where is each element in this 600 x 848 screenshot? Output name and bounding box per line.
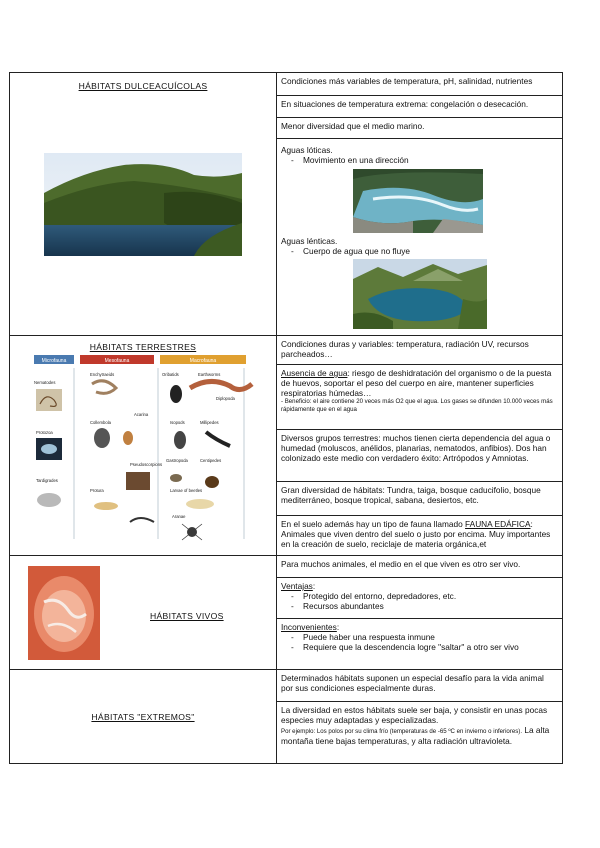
fig-label-diplopoda: Diplopoda <box>216 396 235 401</box>
lentic-item: - Cuerpo de agua que no fluye <box>281 246 410 256</box>
lake-photo-2 <box>353 259 487 329</box>
extreme-row-2-note: Por ejemplo: Los polos por su clima frío (temperaturas de -65 ºC en invierno o inferiores). <box>281 728 523 735</box>
extreme-cell <box>10 670 277 764</box>
freshwater-row-2: En situaciones de temperatura extrema: congelación o desecación. <box>277 96 563 118</box>
disadvantage-item: - Puede haber una respuesta inmune <box>281 632 558 642</box>
living-disadvantages: Inconvenientes: - Puede haber una respuesta inmune - Requiere que la descendencia logre "saltar" a otro ser vivo <box>277 619 563 670</box>
fig-label-earthworms: Earthworms <box>198 372 221 377</box>
terrestrial-row-1: Condiciones duras y variables: temperatura, radiación UV, recursos parcheados… <box>277 336 563 365</box>
living-row-1: Para muchos animales, el medio en el que viven es otro ser vivo. <box>277 556 563 578</box>
extreme-row-2-b: La alta montaña tiene bajas temperaturas, y alta radiación ultravioleta. <box>281 725 550 746</box>
disadvantages-title: Inconvenientes <box>281 622 337 632</box>
terrestrial-row-5 <box>277 516 563 556</box>
living-title: HÁBITATS VIVOS <box>150 611 224 621</box>
fig-label-protozoa: Protozoa <box>36 430 53 435</box>
fig-label-protura: Protura <box>90 488 104 493</box>
disadvantage-item: - Requiere que la descendencia logre "saltar" a otro ser vivo <box>281 642 558 652</box>
terrestrial-row-3: Diversos grupos terrestres: muchos tienen cierta dependencia del agua o humedad (moluscos, anélidos, planarias, nematodos, anfibios). Dos han colonizado este medio con verdadero éxito: Artrópodos y Amniotas. <box>277 430 563 482</box>
freshwater-title: HÁBITATS DULCEACUÍCOLAS <box>78 81 208 91</box>
advantages-title: Ventajas <box>281 581 313 591</box>
fig-label-nematodes: Nematodes <box>34 380 56 385</box>
terrestrial-row-2-note: - Beneficio: el aire contiene 20 veces más O2 que el agua. Los gases se difunden 10.000 veces más rápidamente que en el agua <box>281 398 553 413</box>
river-photo <box>353 169 483 233</box>
fig-label-acarina: Acarina <box>134 412 149 417</box>
lotic-item: - Movimiento en una dirección <box>281 155 558 165</box>
extreme-row-2 <box>277 702 563 764</box>
habitats-table <box>9 72 563 764</box>
living-advantages: Ventajas: - Protegido del entorno, depredadores, etc. - Recursos abundantes <box>277 578 563 619</box>
fig-label-oribatids: Oribatids <box>162 372 179 377</box>
fig-label-aranae: Aranae <box>172 514 186 519</box>
fig-label-isopods: Isopods <box>170 420 185 425</box>
lentic-title: Aguas lénticas. <box>281 236 338 246</box>
freshwater-row-3: Menor diversidad que el medio marino. <box>277 118 563 139</box>
freshwater-water-types <box>277 139 563 336</box>
terrestrial-absence-water: Ausencia de agua <box>281 368 348 378</box>
terrestrial-cell <box>10 336 277 556</box>
parasite-photo <box>28 566 100 660</box>
advantage-item: - Protegido del entorno, depredadores, etc. <box>281 591 558 601</box>
edaphic-fauna: FAUNA EDÁFICA <box>465 519 531 529</box>
living-cell <box>10 556 277 670</box>
extreme-row-2-text: La diversidad en estos hábitats suele ser baja, y consistir en unas pocas especies muy adaptadas y especializadas. <box>281 705 548 725</box>
terrestrial-row-4: Gran diversidad de hábitats: Tundra, taiga, bosque caducifolio, bosque mediterráneo, bosque tropical, sabana, desiertos, etc. <box>277 482 563 516</box>
soil-fauna-figure <box>30 354 260 544</box>
freshwater-row-1: Condiciones más variables de temperatura, pH, salinidad, nutrientes <box>277 73 563 96</box>
extreme-title: HÁBITATS "EXTREMOS" <box>91 711 195 722</box>
extreme-row-1: Determinados hábitats suponen un especial desafío para la vida animal por sus condiciones especialmente duras. <box>277 670 563 702</box>
fig-label-pseudoscorpions: Pseudoscorpions <box>130 462 163 467</box>
terrestrial-title: HÁBITATS TERRESTRES <box>89 342 197 352</box>
fig-label-tardigrades: Tardigrades <box>36 478 58 483</box>
mesofauna-header: Mesofauna <box>104 358 130 364</box>
terrestrial-row-5-a: En el suelo además hay un tipo de fauna llamado <box>281 519 466 529</box>
microfauna-header: Microfauna <box>41 358 67 364</box>
lake-photo <box>44 153 242 256</box>
fig-label-centipedes: Centipedes <box>200 458 222 463</box>
fig-label-gastropoda: Gastropoda <box>166 458 188 463</box>
fig-label-beetle-larvae: Larvae of beetles <box>170 488 203 493</box>
terrestrial-row-5-b: : Animales que viven dentro del suelo o justo por encima. Muy importantes en la creación de suelo, reciclaje de materia orgánica,et <box>281 519 551 549</box>
macrofauna-header: Macrofauna <box>189 358 217 364</box>
lotic-title: Aguas lóticas. <box>281 145 333 155</box>
terrestrial-row-2-text: : riesgo de deshidratación del organismo o de la puesta de huevos, soportar el peso del cuerpo en aire, mantener superficies respiratorias húmedas… <box>281 368 552 398</box>
freshwater-cell <box>10 73 277 336</box>
advantage-item: - Recursos abundantes <box>281 601 558 611</box>
terrestrial-row-2 <box>277 365 563 430</box>
fig-label-enchytraeids: Enchytraeids <box>90 372 115 377</box>
fig-label-collembola: Collembola <box>90 420 111 425</box>
fig-label-millipedes: Millipedes <box>200 420 219 425</box>
